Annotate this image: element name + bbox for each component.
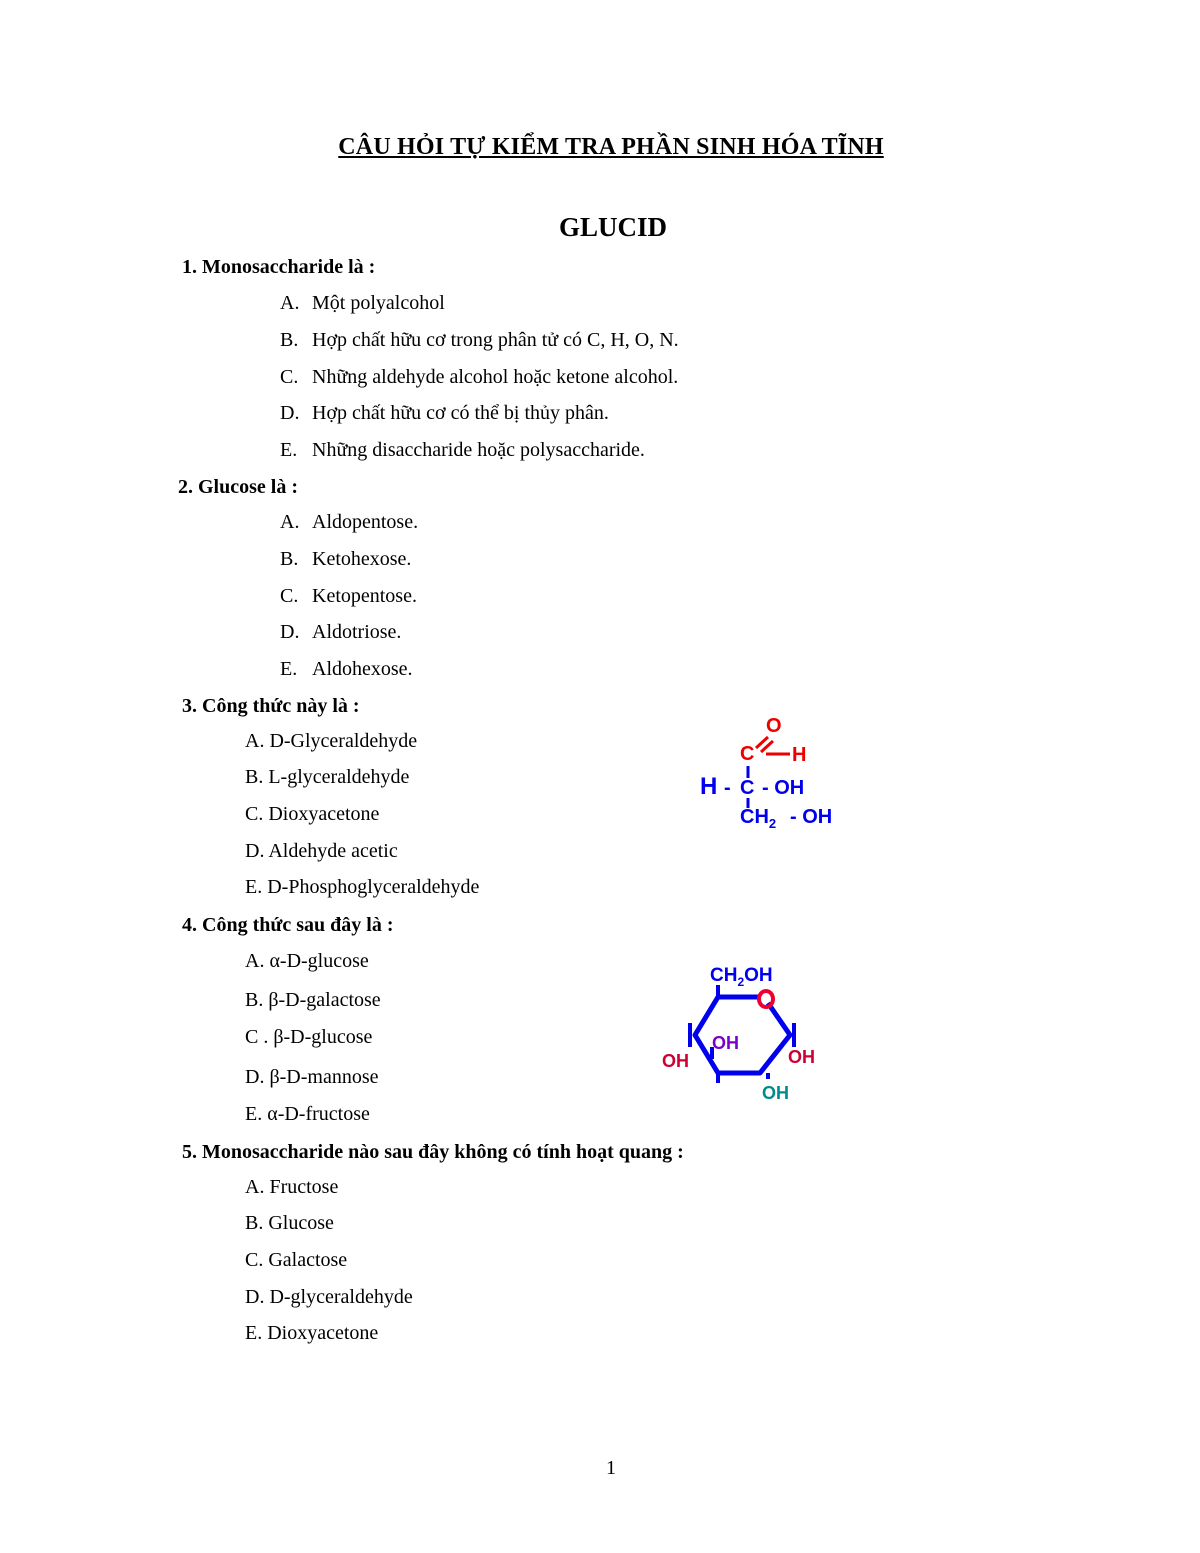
question-2-option-a — [280, 511, 418, 534]
ch2-subscript: 2 — [768, 816, 777, 831]
section-heading: GLUCID — [558, 212, 667, 242]
question-2-option-e — [280, 658, 413, 681]
question-5: 5. Monosaccharide nào sau đây không có tính hoạt quang : — [182, 1141, 684, 1163]
ch2oh-hydroxyl: OH — [744, 965, 773, 986]
document-title: CÂU HỎI TỰ KIỂM TRA PHẦN SINH HÓA TĨNH — [338, 134, 884, 160]
hydrogen-left-label: H — [700, 773, 718, 800]
left-hydroxyl-label: OH — [662, 1051, 689, 1071]
question-4-option-e: E. α-D-fructose — [245, 1103, 370, 1125]
option-text: Một polyalcohol — [312, 292, 445, 314]
ring-bonds — [695, 997, 790, 1073]
aldehyde-oxygen-label: O — [766, 715, 782, 737]
question-1: 1. Monosaccharide là : — [182, 256, 376, 278]
option-text: Ketohexose. — [312, 548, 412, 570]
page-number: 1 — [606, 1457, 616, 1479]
ring-oxygen — [759, 991, 773, 1007]
option-letter: E. — [280, 439, 298, 461]
question-1-option-d — [280, 402, 609, 425]
question-5-option-a: A. Fructose — [245, 1176, 339, 1198]
question-4-option-d: D. β-D-mannose — [245, 1066, 379, 1088]
question-5-option-c: C. Galactose — [245, 1249, 348, 1271]
question-3-option-e: E. D-Phosphoglyceraldehyde — [245, 876, 480, 898]
pyranose-ring-figure — [650, 955, 840, 1110]
question-1-option-a — [280, 292, 445, 315]
option-text: Aldohexose. — [312, 658, 413, 680]
option-text: Những disaccharide hoặc polysaccharide. — [312, 439, 645, 461]
aldehyde-hydrogen-label: H — [792, 744, 807, 766]
central-hydroxyl-label: - OH — [762, 777, 805, 799]
ch2-label — [740, 806, 776, 831]
central-carbon-label: C — [740, 777, 755, 799]
question-3-option-d: D. Aldehyde acetic — [245, 840, 398, 862]
question-2-option-d — [280, 621, 401, 644]
option-text: Aldopentose. — [312, 511, 419, 533]
option-text: Ketopentose. — [312, 585, 417, 607]
glyceraldehyde-structure-figure — [680, 708, 860, 838]
question-1-option-b — [280, 329, 679, 352]
option-letter: C. — [280, 366, 299, 388]
question-2-option-c — [280, 585, 417, 608]
question-5-option-d: D. D-glyceraldehyde — [245, 1286, 413, 1308]
question-2-option-b — [280, 548, 411, 571]
question-2: 2. Glucose là : — [178, 476, 298, 498]
option-letter: C. — [280, 585, 299, 607]
option-letter: D. — [280, 402, 300, 424]
question-3-option-b: B. L-glyceraldehyde — [245, 766, 410, 788]
aldehyde-carbon-label: C — [740, 743, 755, 765]
right-hydroxyl-label: OH — [788, 1047, 815, 1067]
option-letter: A. — [280, 292, 300, 314]
question-4-option-b: B. β-D-galactose — [245, 989, 381, 1011]
option-letter: B. — [280, 329, 299, 351]
inner-hydroxyl-label: OH — [712, 1033, 739, 1053]
question-4: 4. Công thức sau đây là : — [182, 914, 394, 936]
option-letter: D. — [280, 621, 300, 643]
question-3-option-a: A. D-Glyceraldehyde — [245, 730, 418, 752]
option-letter: A. — [280, 511, 300, 533]
question-3: 3. Công thức này là : — [182, 695, 360, 717]
option-text: Hợp chất hữu cơ có thể bị thủy phân. — [312, 402, 609, 424]
option-letter: E. — [280, 658, 298, 680]
option-letter: B. — [280, 548, 299, 570]
question-5-option-b: B. Glucose — [245, 1212, 334, 1234]
bottom-hydroxyl-label: OH — [762, 1083, 789, 1103]
left-bond-dash: - — [724, 777, 731, 799]
option-text: Những aldehyde alcohol hoặc ketone alcohol. — [312, 366, 679, 388]
question-4-option-c: C . β-D-glucose — [245, 1026, 373, 1048]
question-4-option-a: A. α-D-glucose — [245, 950, 369, 972]
question-3-option-c: C. Dioxyacetone — [245, 803, 380, 825]
question-5-option-e: E. Dioxyacetone — [245, 1322, 379, 1344]
ch2oh-subscript: 2 — [737, 975, 745, 989]
question-1-option-c — [280, 366, 678, 389]
option-text: Aldotriose. — [312, 621, 402, 643]
option-text: Hợp chất hữu cơ trong phân tử có C, H, O, N. — [312, 329, 679, 351]
ch2-text: CH — [740, 806, 769, 828]
question-1-option-e — [280, 439, 645, 462]
ch2oh-text: CH — [710, 965, 738, 986]
terminal-hydroxyl-label: - OH — [790, 806, 833, 828]
